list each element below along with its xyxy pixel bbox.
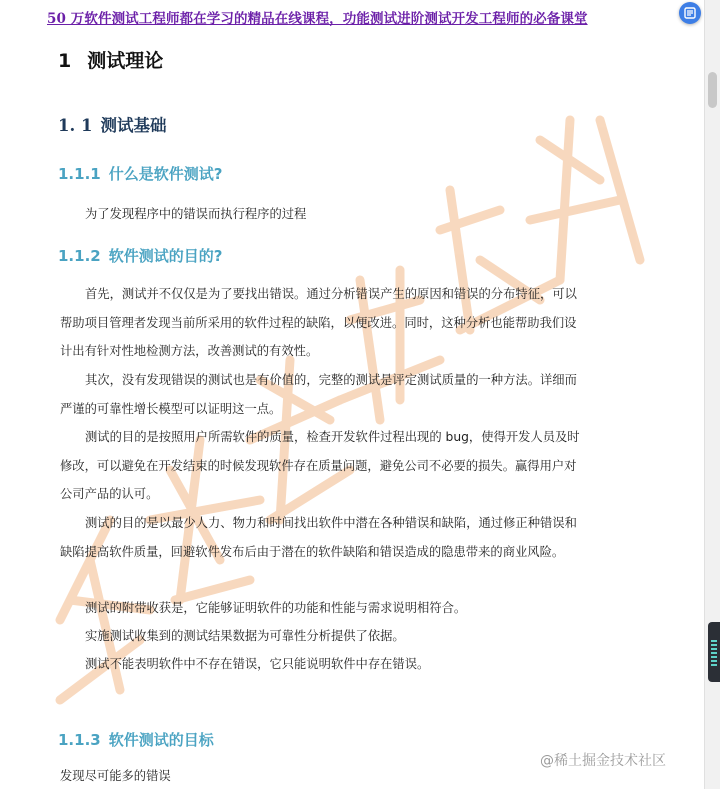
subsection-number: 1.1.1 <box>58 165 101 183</box>
subsection-number: 1.1.3 <box>58 731 101 749</box>
subsection-heading-2 <box>58 245 222 266</box>
chapter-title: 测试理论 <box>87 50 164 72</box>
paragraph-6: 实施测试收集到的测试结果数据为可靠性分析提供了依据。 <box>85 629 405 643</box>
source-credit: @稀土掘金技术社区 <box>540 753 666 769</box>
section-number: 1. 1 <box>58 116 93 135</box>
side-panel-handle[interactable] <box>708 622 720 682</box>
section-heading <box>58 112 166 136</box>
subsection-title: 软件测试的目标 <box>108 731 214 749</box>
paragraph-1: 首先，测试并不仅仅是为了要找出错误。通过分析错误产生的原因和错误的分布特征，可以帮助项目管理者发现当前所采用的软件过程的缺陷，以便改进。同时，这种分析也能帮助我们设计出有针对性地检测方法，改善测试的有效性。 <box>60 287 577 359</box>
grip-icon <box>711 640 717 666</box>
paragraph-7: 测试不能表明软件中不存在错误，它只能说明软件中存在错误。 <box>85 657 430 671</box>
document-icon <box>684 7 696 19</box>
paragraph-5: 测试的附带收获是，它能够证明软件的功能和性能与需求说明相符合。 <box>85 601 467 615</box>
paragraph-2: 其次，没有发现错误的测试也是有价值的，完整的测试是评定测试质量的一种方法。详细而严谨的可靠性增长模型可以证明这一点。 <box>60 373 577 416</box>
subsection-heading-1 <box>58 163 222 184</box>
subsection-3-body: 发现尽可能多的错误 <box>60 769 171 783</box>
subsection-title: 什么是软件测试? <box>108 165 223 183</box>
scrollbar-thumb[interactable] <box>708 72 717 108</box>
subsection-number: 1.1.2 <box>58 247 101 265</box>
subsection-heading-3 <box>58 729 214 750</box>
chapter-number: 1 <box>58 50 72 72</box>
chapter-heading <box>58 46 163 73</box>
course-header-link[interactable]: 50 万软件测试工程师都在学习的精品在线课程，功能测试进阶测试开发工程师的必备课堂 <box>47 11 588 27</box>
subsection-1-body: 为了发现程序中的错误而执行程序的过程 <box>85 207 307 221</box>
paragraph-4: 测试的目的是以最少人力、物力和时间找出软件中潜在各种错误和缺陷，通过修正种错误和缺陷提高软件质量，回避软件发布后由于潜在的软件缺陷和错误造成的隐患带来的商业风险。 <box>60 516 577 559</box>
section-title: 测试基础 <box>100 116 167 135</box>
paragraph-3: 测试的目的是按照用户所需软件的质量，检查开发软件过程出现的 bug，使得开发人员及时修改，可以避免在开发结束的时候发现软件存在质量问题，避免公司不必要的损失。赢得用户对公司产品的认可。 <box>60 430 580 502</box>
float-action-button[interactable] <box>679 2 701 24</box>
subsection-title: 软件测试的目的? <box>108 247 223 265</box>
